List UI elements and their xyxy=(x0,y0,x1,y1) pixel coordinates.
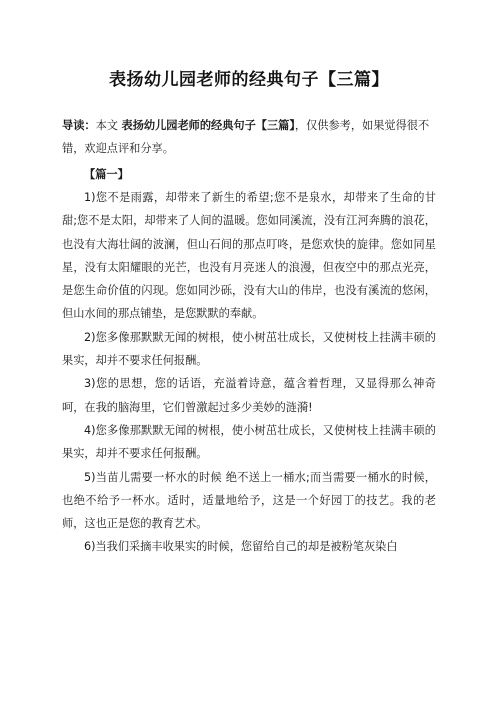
body-paragraph-3: 3)您的思想，您的话语，充溢着诗意，蕴含着哲理，又显得那么神奇呵，在我的脑海里，它们曾激起过多少美妙的涟漪! xyxy=(62,377,436,414)
intro-suffix: ，仅供参考，如果觉得很不错，欢迎点评和分享。 xyxy=(62,119,430,155)
intro-label: 导读： xyxy=(62,119,96,132)
body-paragraph-2: 2)您多像那默默无闻的树根，使小树茁壮成长，又使树枝上挂满丰硕的果实，却并不要求任何报酬。 xyxy=(62,330,436,368)
section-heading: 【篇一】 xyxy=(84,168,129,181)
intro-prefix: 本文 xyxy=(95,119,122,132)
body-paragraph-1: 1)您不是雨露，却带来了新生的希望;您不是泉水，却带来了生命的甘甜;您不是太阳，却带来了人间的温暖。您如同溪流，没有江河奔腾的浪花，也没有大海壮阔的波澜，但山石间的那点叮咚，是您欢快的旋律。您如同星星，没有太阳耀眼的光芒，也没有月亮迷人的浪漫，但夜空中的那点光亮，是您生命价值的闪现。您如同沙砾，没有大山的伟岸，也没有溪流的悠闲，但山水间的那点铺垫，是您默默的奉献。 xyxy=(62,191,436,321)
body-paragraph-4: 4)您多像那默默无闻的树根，使小树茁壮成长，又使树枝上挂满丰硕的果实，却并不要求任何报酬。 xyxy=(62,423,436,461)
document-title: 表扬幼儿园老师的经典句子【三篇】 xyxy=(109,70,389,90)
intro-title-reference: 表扬幼儿园老师的经典句子【三篇】 xyxy=(121,119,295,132)
body-paragraph-5: 5)当苗儿需要一杯水的时候 绝不送上一桶水;而当需要一桶水的时候，也绝不给予一杯水。适时，适量地给予，这是一个好园丁的技艺。我的老师，这也正是您的教育艺术。 xyxy=(62,470,436,531)
body-paragraph-6: 6)当我们采摘丰收果实的时候，您留给自己的却是被粉笔灰染白 xyxy=(84,540,398,554)
intro-paragraph xyxy=(62,114,436,160)
